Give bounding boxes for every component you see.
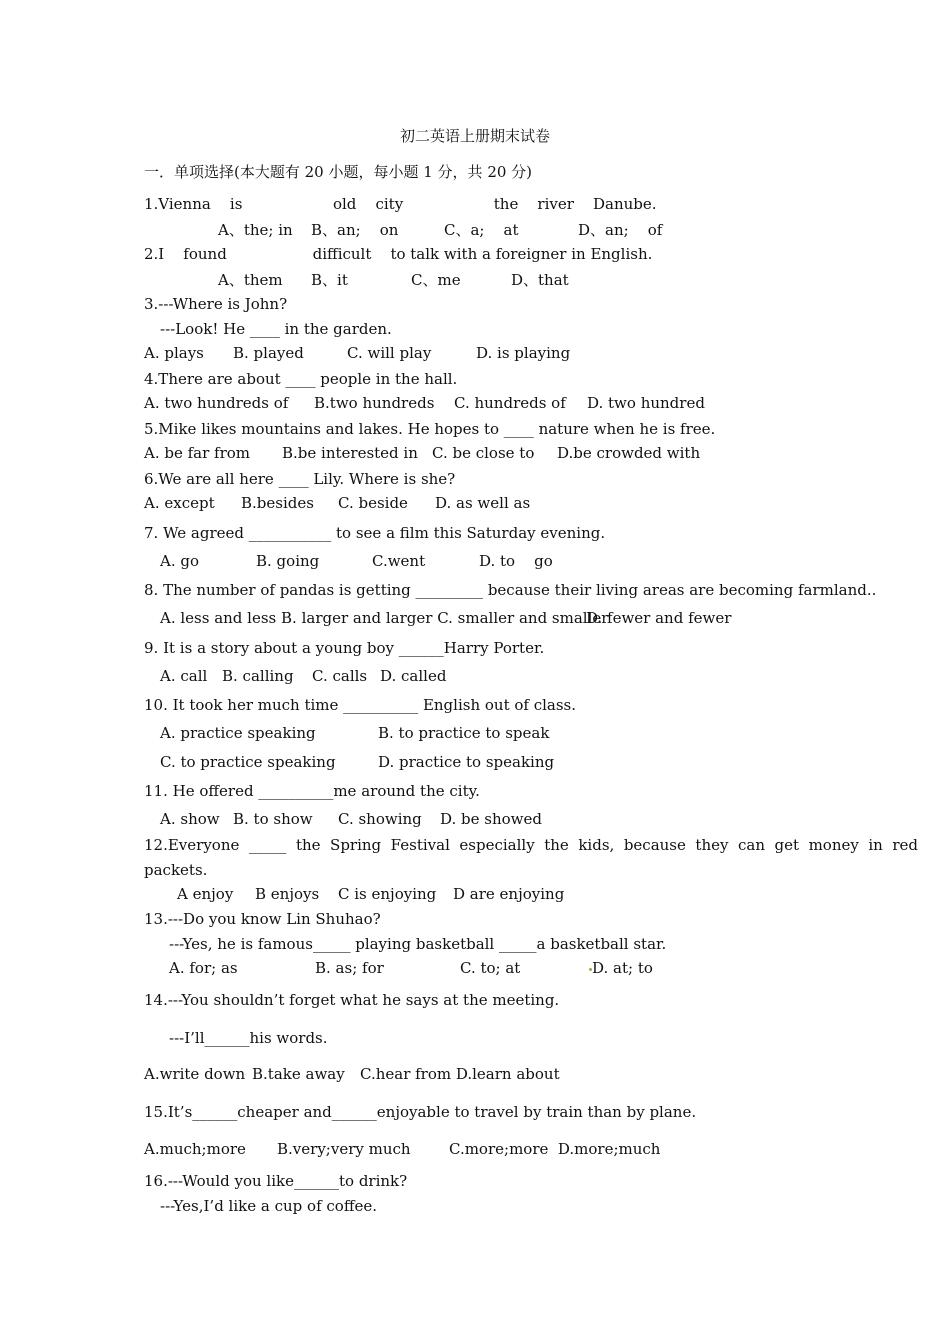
option-b: B. to practice to speak <box>378 724 550 742</box>
option-b: B.besides <box>241 494 314 512</box>
option-c: C.went <box>372 552 426 570</box>
option-c: C. showing <box>338 810 422 828</box>
section-heading: 一．单项选择(本大题有 20 小题，每小题 1 分，共 20 分) <box>144 163 533 181</box>
option-c: C. be close to <box>432 444 535 462</box>
question-3-reply: ---Look! He ____ in the garden. <box>160 320 392 338</box>
option-c: C. to practice speaking <box>160 753 336 771</box>
question-8: 8. The number of pandas is getting _________ because their living areas are becoming farmland.. <box>144 581 877 599</box>
option-c: C、me <box>411 271 461 289</box>
option-a: A、them <box>218 271 283 289</box>
option-b: B、an; on <box>311 221 399 239</box>
option-b: B.two hundreds <box>314 394 435 412</box>
question-14-reply: ---I’ll______his words. <box>169 1029 328 1047</box>
option-b: B.take away <box>252 1065 345 1083</box>
option-a: A. for; as <box>169 959 238 977</box>
question-16: 16.---Would you like______to drink? <box>144 1172 408 1190</box>
question-16-reply: ---Yes,I’d like a cup of coffee. <box>160 1197 377 1215</box>
question-7: 7. We agreed ___________ to see a film this Saturday evening. <box>144 524 606 542</box>
option-a: A.write down <box>144 1065 246 1083</box>
option-a: A. practice speaking <box>160 724 316 742</box>
question-2: 2.I found difficult to talk with a foreigner in English. <box>144 245 653 263</box>
question-3: 3.---Where is John? <box>144 295 288 313</box>
option-b: B. played <box>233 344 304 362</box>
question-13: 13.---Do you know Lin Shuhao? <box>144 910 381 928</box>
option-c: C. to; at <box>460 959 521 977</box>
option-c: C is enjoying <box>338 885 437 903</box>
option-b: B、it <box>311 271 348 289</box>
option-d: D、an; of <box>578 221 663 239</box>
option-cd: C.hear from D.learn about <box>360 1065 560 1083</box>
option-b: B.very;very much <box>277 1140 411 1158</box>
question-1: 1.Vienna is old city the river Danube. <box>144 195 657 213</box>
option-d: D. fewer and fewer <box>586 609 732 627</box>
option-a: A、the; in <box>218 221 293 239</box>
question-5: 5.Mike likes mountains and lakes. He hopes to ____ nature when he is free. <box>144 420 716 438</box>
option-d: D. be showed <box>440 810 542 828</box>
option-c: C. will play <box>347 344 432 362</box>
question-15: 15.It’s______cheaper and______enjoyable to travel by train than by plane. <box>144 1103 697 1121</box>
option-c: C. calls <box>312 667 368 685</box>
question-13-reply: ---Yes, he is famous_____ playing basketball _____a basketball star. <box>169 935 667 953</box>
option-a: A. be far from <box>144 444 251 462</box>
option-b: B enjoys <box>255 885 320 903</box>
question-4: 4.There are about ____ people in the hall. <box>144 370 458 388</box>
option-d: D、that <box>511 271 569 289</box>
option-d: D. practice to speaking <box>378 753 555 771</box>
option-a: A. except <box>144 494 215 512</box>
option-d: D. at; to <box>592 959 653 977</box>
question-11: 11. He offered __________me around the city. <box>144 782 480 800</box>
option-a: A.much;more <box>144 1140 246 1158</box>
option-d: D. is playing <box>476 344 571 362</box>
option-a: A enjoy <box>177 885 234 903</box>
question-12-cont: packets. <box>144 861 208 879</box>
option-c: C、a; at <box>444 221 519 239</box>
option-d: D. to go <box>479 552 553 570</box>
option-d: D. as well as <box>435 494 531 512</box>
question-14: 14.---You shouldn’t forget what he says at the meeting. <box>144 991 560 1009</box>
option-abc: A. less and less B. larger and larger C. smaller and smaller <box>160 609 609 627</box>
option-b: B. calling <box>222 667 294 685</box>
option-a: A. two hundreds of <box>144 394 289 412</box>
option-b: B.be interested in <box>282 444 418 462</box>
option-d: D.be crowded with <box>557 444 701 462</box>
option-a: A. call <box>160 667 208 685</box>
option-b: B. to show <box>233 810 313 828</box>
option-b: B. as; for <box>315 959 384 977</box>
option-d: D. called <box>380 667 447 685</box>
option-d: D. two hundred <box>587 394 705 412</box>
question-6: 6.We are all here ____ Lily. Where is she? <box>144 470 456 488</box>
question-12: 12.Everyone _____ the Spring Festival especially the kids, because they can get money in red <box>144 836 919 854</box>
green-dot-mark <box>589 968 592 971</box>
question-9: 9. It is a story about a young boy ______Harry Porter. <box>144 639 545 657</box>
option-d: D are enjoying <box>453 885 565 903</box>
option-c: C. beside <box>338 494 408 512</box>
option-a: A. show <box>160 810 220 828</box>
option-a: A. plays <box>144 344 204 362</box>
option-cd: C.more;more D.more;much <box>449 1140 661 1158</box>
option-c: C. hundreds of <box>454 394 566 412</box>
question-10: 10. It took her much time __________ English out of class. <box>144 696 577 714</box>
option-b: B. going <box>256 552 320 570</box>
option-a: A. go <box>160 552 200 570</box>
page-title: 初二英语上册期末试卷 <box>399 127 550 145</box>
